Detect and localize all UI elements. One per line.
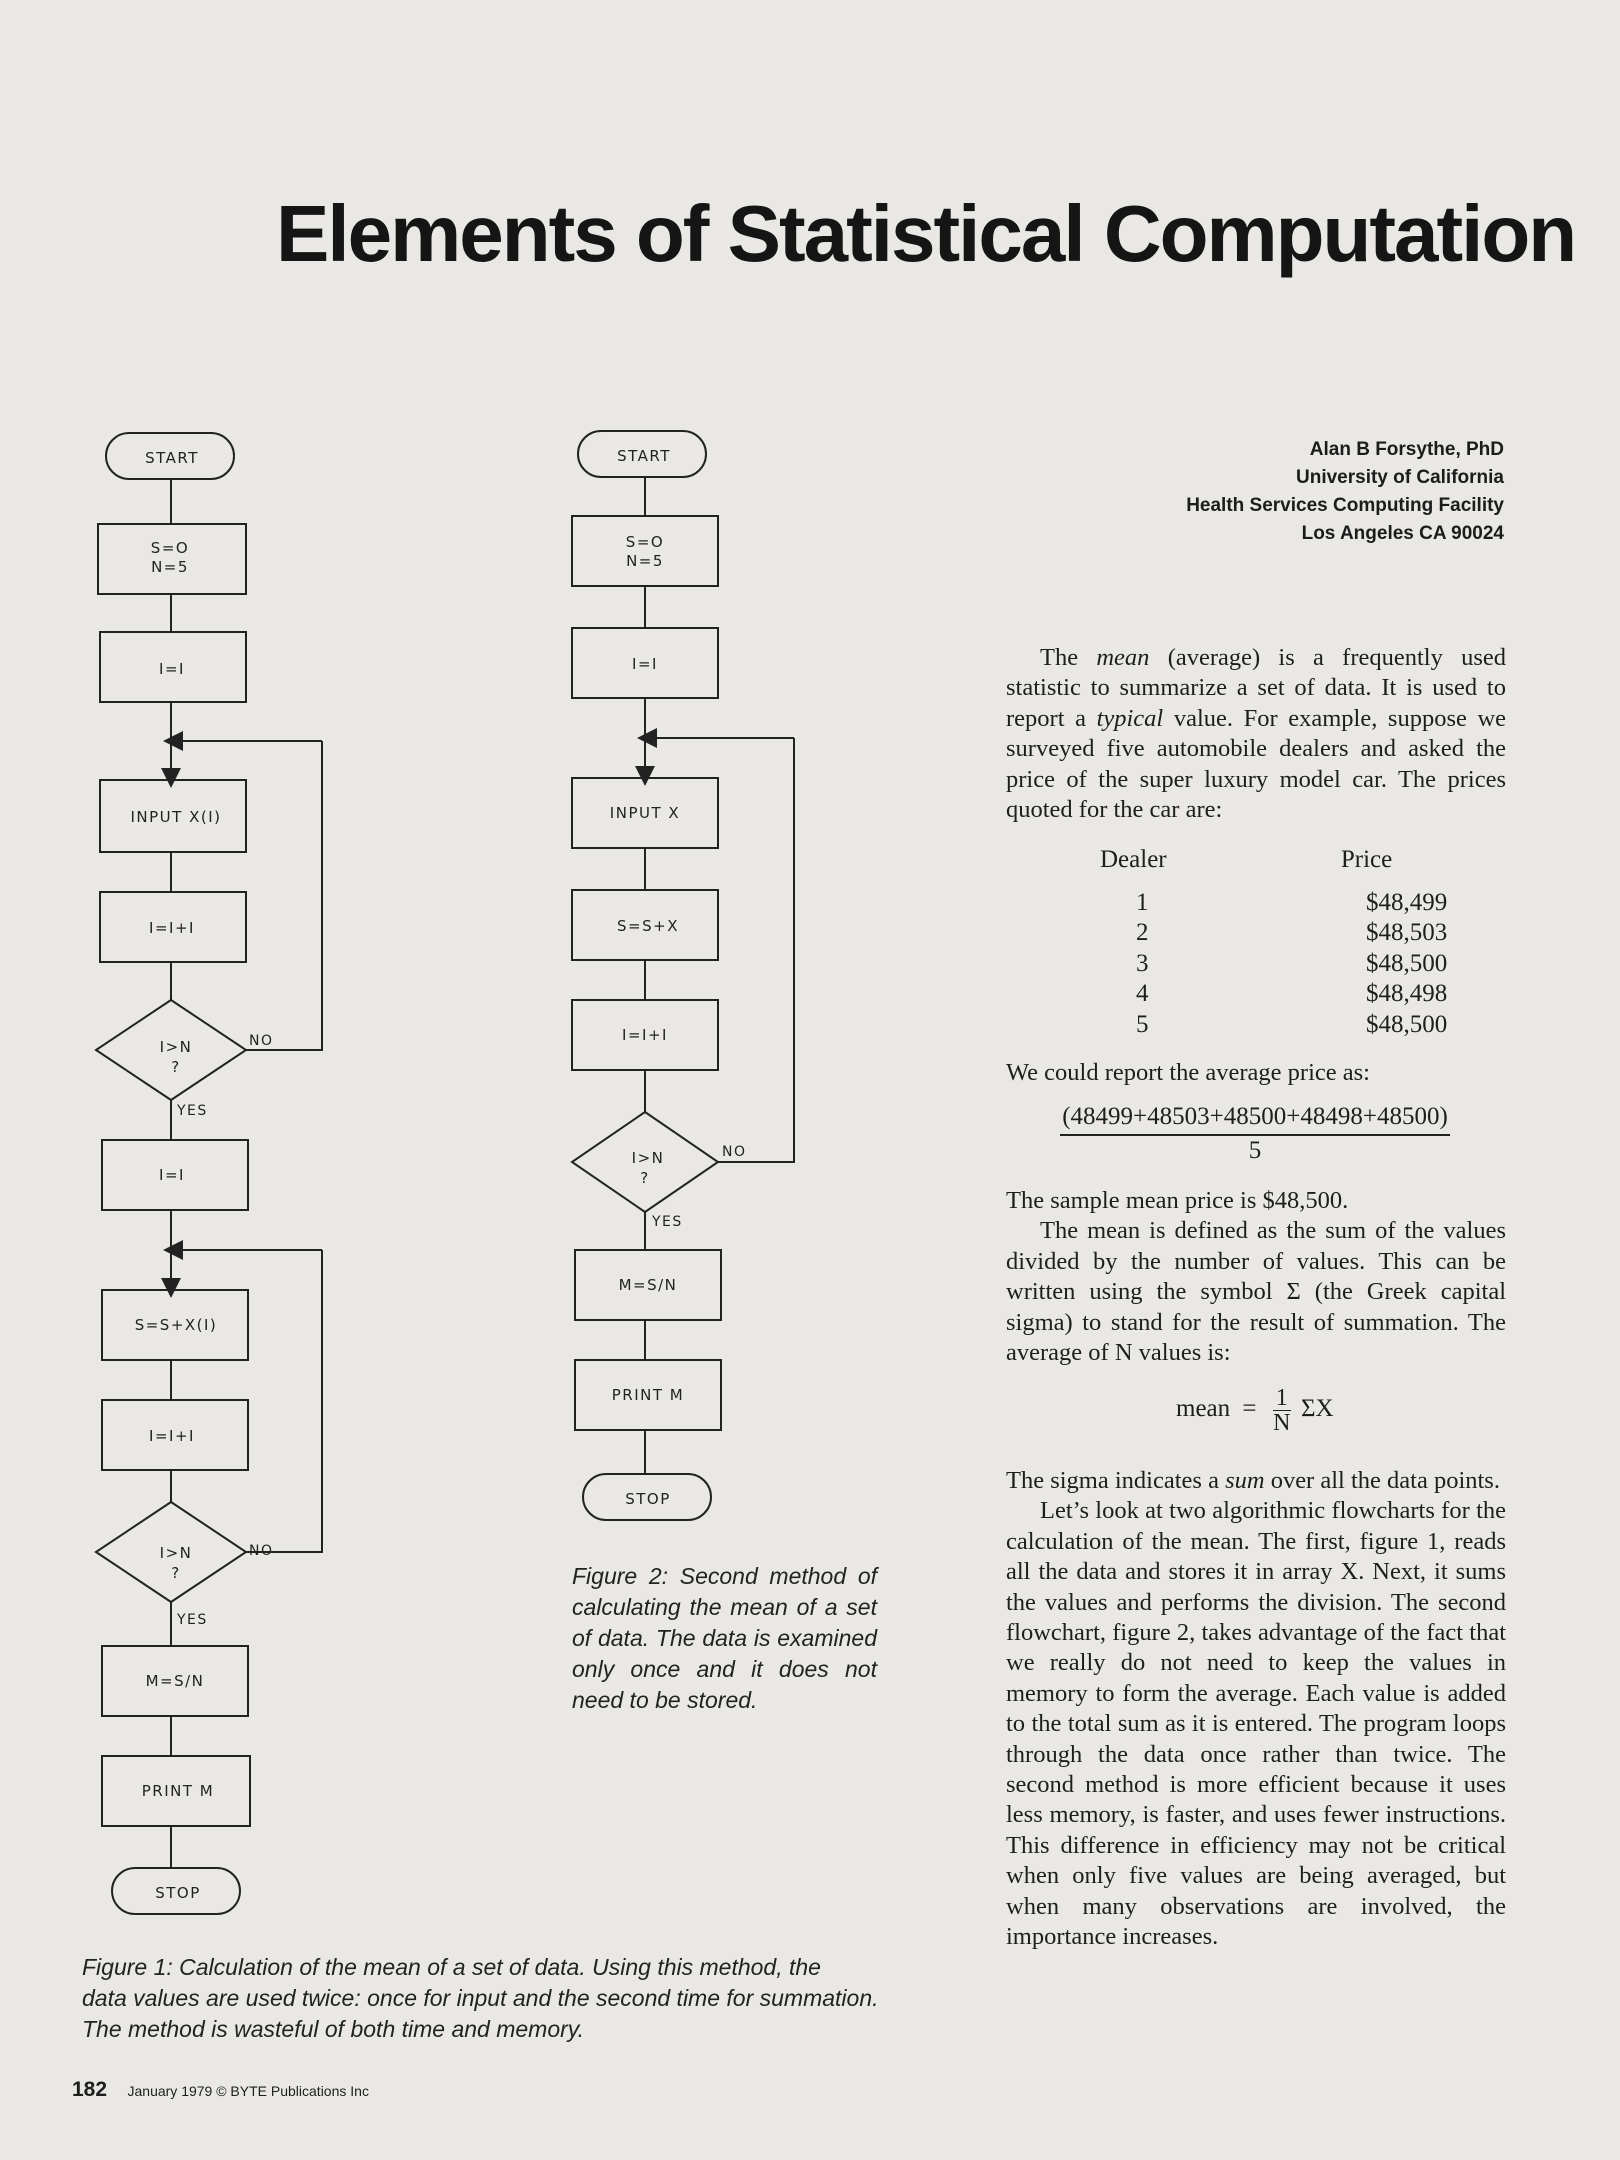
fig2-print: PRINT M [611, 1386, 685, 1404]
fig1-yes-1: YES [177, 1103, 208, 1119]
formula-n: N [1273, 1410, 1291, 1436]
price-cell: $48,500 [1366, 949, 1448, 977]
fig1-test-1-q: ? [171, 1058, 181, 1076]
fig1-yes-2: YES [177, 1612, 208, 1628]
fig1-no-2: NO [249, 1543, 274, 1559]
fig2-test: I>N [631, 1149, 665, 1167]
table-row [1100, 1010, 1448, 1041]
fraction-numerator: (48499+48503+48500+48498+48500) [1060, 1102, 1450, 1136]
fig1-test-2-q: ? [171, 1564, 181, 1582]
author-affiliation: University of California [1296, 467, 1504, 488]
dealer-price-table [1100, 845, 1448, 1040]
text-run: (average) is a frequently used statistic to summarize a set of data. It is used to report a [1006, 644, 1507, 732]
fig1-incr: I=I+I [149, 919, 195, 937]
fig2-stop-label: STOP [625, 1490, 671, 1508]
figure-1-caption-line: The method is wasteful of both time and memory. [82, 2016, 584, 2042]
figure-1-caption-line: Figure 1: Calculation of the mean of a set of data. Using this method, the [82, 1954, 821, 1980]
fig2-init-s: S=O [625, 533, 665, 551]
dealer-cell: 2 [1136, 919, 1149, 946]
fig2-test-q: ? [640, 1169, 650, 1187]
paragraph-text: Let’s look at two algorithmic flowcharts for the calculation of the mean. The first, figure 1, reads all the data and stores it in array X. Next, it sums the values and performs the division. The second flowchart, figure 2, takes advantage of the fact that we really do not need to keep the values in memory to form the average. Each value is added to the total sum as it is entered. The program loops through the data once rather than twice. The second method is more efficient because it uses less memory, is faster, and uses fewer instructions. This difference in efficiency may not be critical when only five values are being averaged, but when many observations are involved, the importance increases. [1006, 1497, 1506, 1951]
fig2-sum: S=S+X [617, 917, 679, 935]
mean-formula [1176, 1386, 1334, 1435]
fig1-test-1: I>N [159, 1038, 193, 1056]
dealer-cell: 5 [1136, 1010, 1149, 1038]
fig1-sum: S=S+X(I) [134, 1316, 218, 1334]
table-header [1100, 845, 1430, 876]
emphasis-typical: typical [1096, 704, 1164, 732]
fig1-init-s: S=O [150, 539, 190, 557]
figure-1-caption-line: data values are used twice: once for input and the second time for summation. [82, 1985, 879, 2011]
fig1-reset-i: I=I [159, 1166, 185, 1184]
figure-1-flowchart [96, 433, 322, 1914]
formula-equals: = [1242, 1395, 1257, 1423]
figure-1-caption [82, 1952, 952, 2045]
fig2-init-box [572, 516, 718, 586]
fig2-init-n: N=5 [626, 552, 664, 570]
column-header-dealer: Dealer [1100, 846, 1167, 873]
page-footer [72, 2078, 369, 2102]
author-name: Alan B Forsythe, PhD [1309, 439, 1504, 460]
fig1-no-1: NO [249, 1033, 274, 1049]
text-run: The sigma indicates a [1006, 1467, 1226, 1494]
table-row [1100, 979, 1448, 1010]
fig1-test-2: I>N [159, 1544, 193, 1562]
price-cell: $48,498 [1366, 980, 1448, 1007]
fig2-input: INPUT X [609, 804, 681, 822]
formula-one: 1 [1273, 1386, 1291, 1411]
formula-lhs: mean [1176, 1395, 1231, 1423]
author-location: Los Angeles CA 90024 [1301, 523, 1504, 544]
fig1-mean: M=S/N [145, 1672, 205, 1690]
price-cell: $48,503 [1366, 919, 1448, 946]
fraction-denominator: 5 [1248, 1137, 1262, 1164]
fig2-no: NO [722, 1144, 747, 1160]
paragraph-text: The mean is defined as the sum of the values divided by the number of values. This can be written using the symbol Σ (the Greek capital sigma) to stand for the result of summation. The average of N values is: [1006, 1217, 1506, 1367]
dealer-cell: 4 [1136, 980, 1149, 1007]
column-header-price: Price [1340, 846, 1393, 873]
body-paragraph-flowcharts [1006, 1466, 1506, 1953]
fig2-mean: M=S/N [618, 1276, 678, 1294]
fig1-stop-label: STOP [155, 1884, 201, 1902]
paragraph-text: The sample mean price is $48,500. [1006, 1187, 1349, 1214]
text-run: over all the data points. [1264, 1467, 1500, 1494]
dealer-cell: 3 [1136, 949, 1149, 977]
article-title: Elements of Statistical Computation [276, 189, 1576, 278]
author-department: Health Services Computing Facility [1186, 495, 1504, 516]
fig2-start-label: START [617, 447, 671, 465]
fig1-input: INPUT X(I) [130, 808, 222, 826]
text-run: value. For example, suppose we surveyed five automobile dealers and asked the price of the super luxury model car. The prices quoted for the car are: [1006, 704, 1507, 824]
price-cell: $48,499 [1366, 888, 1448, 916]
page-number: 182 [72, 2078, 108, 2101]
fig1-set-i: I=I [159, 660, 185, 678]
figure-2-caption: Figure 2: Second method of calculating the mean of a set of data. The data is examined only once and it does not need to be stored. [572, 1563, 877, 1713]
publication-credit: January 1979 © BYTE Publications Inc [127, 2083, 369, 2099]
figure-2-flowchart [572, 431, 794, 1520]
fig1-start-label: START [145, 449, 199, 467]
fig1-init-n: N=5 [151, 558, 189, 576]
table-row [1100, 888, 1448, 919]
paragraph-text: We could report the average price as: [1006, 1059, 1370, 1086]
price-cell: $48,500 [1366, 1010, 1448, 1038]
body-paragraph-average [1006, 1058, 1506, 1088]
fig2-set-i: I=I [632, 655, 658, 673]
text-run: The [1040, 644, 1097, 671]
table-row [1100, 949, 1448, 980]
average-fraction [1040, 1102, 1470, 1166]
fig1-incr2: I=I+I [149, 1427, 195, 1445]
body-paragraph-intro [1006, 643, 1506, 825]
table-row [1100, 918, 1448, 949]
fig1-print: PRINT M [141, 1782, 215, 1800]
formula-rhs: ΣX [1301, 1395, 1334, 1423]
emphasis-mean: mean [1096, 644, 1150, 671]
fig2-yes: YES [652, 1214, 683, 1230]
emphasis-sum: sum [1225, 1467, 1265, 1494]
formula-fraction [1273, 1386, 1291, 1435]
body-paragraph-definition [1006, 1186, 1506, 1368]
fig2-incr: I=I+I [622, 1026, 668, 1044]
dealer-cell: 1 [1136, 888, 1149, 916]
